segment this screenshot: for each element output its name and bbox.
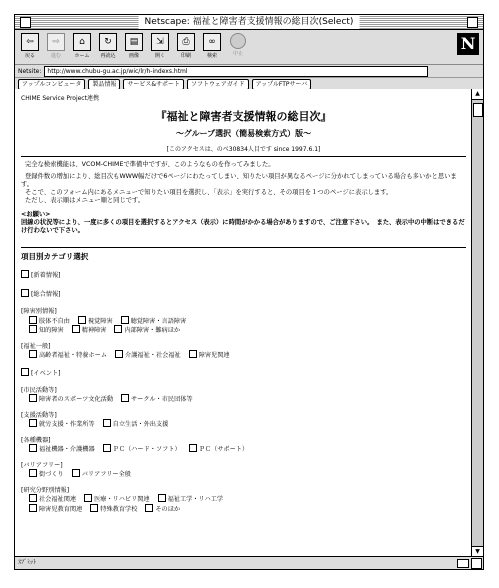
checkbox[interactable] [72, 325, 80, 333]
url-field[interactable]: http://www.chubu-gu.ac.jp/wic/lr/h-indexs.html [44, 66, 428, 77]
dir-button-software[interactable]: ソフトウェアガイド [187, 79, 249, 90]
checkbox[interactable] [78, 316, 86, 324]
option: 知的障害 [29, 325, 64, 335]
group-label: [支援活動等] [21, 411, 57, 419]
checkbox[interactable] [90, 504, 98, 512]
scroll-thumb[interactable] [473, 103, 483, 117]
access-counter: [このアクセスは、のべ30834人目です since 1997.6.1] [166, 146, 321, 153]
reload-button[interactable]: ↻ 再読込 [96, 32, 120, 60]
status-text: ｽﾌﾞﾐｯﾄ [18, 559, 37, 566]
stop-icon [230, 33, 246, 49]
group-label: [研究分野別情報] [21, 486, 70, 494]
option: 肢体不自由 [29, 316, 70, 326]
category-support [21, 412, 466, 429]
option: バリアフリー全般 [72, 469, 131, 479]
vertical-scrollbar[interactable] [471, 89, 483, 557]
notice [21, 211, 466, 235]
checkbox[interactable] [121, 316, 129, 324]
home-icon: ⌂ [73, 33, 91, 51]
reload-icon: ↻ [99, 33, 117, 51]
category-disability [21, 308, 466, 335]
checkbox[interactable] [21, 270, 29, 278]
status-bar [15, 556, 483, 569]
home-button[interactable]: ⌂ ホーム [70, 32, 94, 60]
divider [21, 156, 466, 157]
option: サークル・市民団体等 [121, 394, 193, 404]
checkbox[interactable] [29, 494, 37, 502]
images-button[interactable]: ▤ 画像 [122, 32, 146, 60]
scroll-up-arrow-icon[interactable]: ▲ [472, 89, 483, 100]
group-label: [市民活動等] [21, 386, 57, 394]
checkbox[interactable] [145, 504, 153, 512]
checkbox[interactable] [103, 419, 111, 427]
binoculars-icon: ∞ [203, 33, 221, 51]
checkbox[interactable] [21, 289, 29, 297]
find-button[interactable]: ∞ 検索 [200, 32, 224, 60]
browser-window [14, 14, 484, 570]
resize-grip-icon[interactable] [471, 558, 482, 569]
dir-button-apple[interactable]: アップルコンピュータ [18, 79, 85, 90]
option: 視覚障害 [78, 316, 113, 326]
checkbox[interactable] [189, 444, 197, 452]
intro-text: そこで、このフォーム内にあるメニューで知りたい項目を選択し、「表示」を実行すると、その項目を１つのページに表示します。 [25, 189, 393, 196]
category-event: [イベント] [21, 368, 466, 378]
category-news: [新着情報] [21, 270, 466, 280]
option: 社会福祉関連 [29, 494, 76, 504]
checkbox[interactable] [29, 316, 37, 324]
print-icon: ⎙ [177, 33, 195, 51]
checkbox[interactable] [29, 325, 37, 333]
close-box[interactable] [20, 17, 31, 28]
option: 障害者のスポーツ文化活動 [29, 394, 113, 404]
checkbox[interactable] [21, 368, 29, 376]
option: 高齢者福祉・特養ホーム [29, 350, 107, 360]
dir-button-service[interactable]: サービス&サポート [123, 79, 184, 90]
toolbar [15, 30, 483, 65]
dir-button-ftp[interactable]: アップルFTPサーバ [252, 79, 312, 90]
window-title: Netscape: 福祉と障害者支援情報の総目次(Select) [139, 15, 360, 29]
notice-title: <お願い> [21, 211, 51, 218]
option: 特殊教育学校 [90, 504, 137, 514]
option: ＰＣ（サポート） [189, 444, 249, 454]
checkbox[interactable] [29, 350, 37, 358]
checkbox[interactable] [72, 469, 80, 477]
zoom-box[interactable] [467, 17, 478, 28]
option: 精神障害 [72, 325, 107, 335]
group-label: [障害別情報] [21, 308, 57, 315]
option: 医療・リハビリ関連 [84, 494, 150, 504]
checkbox[interactable] [29, 419, 37, 427]
option: 聴覚障害・言語障害 [121, 316, 187, 326]
checkbox[interactable] [115, 350, 123, 358]
checkbox[interactable] [103, 444, 111, 452]
option: 就労支援・作業所等 [29, 419, 95, 429]
checkbox[interactable] [114, 325, 122, 333]
category-welfare [21, 343, 466, 360]
netscape-logo: N [457, 33, 479, 55]
option: そのほか [145, 504, 180, 514]
location-label: Netsite: [18, 67, 42, 75]
intro-text: ただし、表示順はメニュー順と同じです。 [25, 197, 145, 204]
category-devices [21, 437, 466, 454]
page-content [15, 89, 472, 557]
title-bar[interactable] [15, 15, 483, 30]
forward-arrow-icon: ⇨ [47, 33, 65, 51]
intro-text: 登録件数の増加により、総目次もWWW幅だけで6ページにわたってしまい、知りたい項目が異なるページに分かれてしまっている場合も多いかと思います。 [21, 173, 457, 188]
images-icon: ▤ [125, 33, 143, 51]
option: 街づくり [29, 469, 64, 479]
category-general: [総合情報] [21, 289, 466, 299]
mail-icon[interactable] [457, 559, 469, 568]
print-button[interactable]: ⎙ 印刷 [174, 32, 198, 60]
stop-button[interactable]: 中止 [226, 32, 250, 60]
category-research [21, 487, 466, 514]
checkbox[interactable] [29, 469, 37, 477]
checkbox[interactable] [29, 504, 37, 512]
option: 福祉機器・介護機器 [29, 444, 95, 454]
divider [21, 247, 466, 248]
option: 自立生活・外出支援 [103, 419, 169, 429]
option: ＰＣ（ハード・ソフト） [103, 444, 181, 454]
location-bar [15, 65, 483, 78]
scroll-down-arrow-icon[interactable]: ▼ [472, 546, 483, 557]
option: 障害児教育関連 [29, 504, 82, 514]
option: 福祉工学・リハ工学 [158, 494, 224, 504]
checkbox[interactable] [29, 444, 37, 452]
back-button[interactable]: ⇦ 戻る [18, 32, 42, 60]
category-barrierfree [21, 462, 466, 479]
checkbox[interactable] [84, 494, 92, 502]
checkbox[interactable] [158, 494, 166, 502]
section-title: 項目別カテゴリ選択 [21, 252, 89, 261]
checkbox[interactable] [29, 394, 37, 402]
back-arrow-icon: ⇦ [21, 33, 39, 51]
option: 障害児関連 [189, 350, 230, 360]
notice-body: 回線の状況等により、一度に多くの項目を選択するとアクセス（表示）に時間がかかる場合がありますので、ご注意下さい。 また、表示中の中断はできるだけ行わないで下さい。 [21, 219, 465, 234]
project-label: CHIME Service Project連携 [21, 95, 99, 102]
category-citizen [21, 387, 466, 404]
checkbox[interactable] [121, 394, 129, 402]
page-title: 『福祉と障害者支援情報の総目次』 [155, 110, 332, 123]
forward-button[interactable]: ⇨ 進む [44, 32, 68, 60]
option: 内部障害・難病ほか [114, 325, 180, 335]
open-button[interactable]: ⇲ 開く [148, 32, 172, 60]
open-icon: ⇲ [151, 33, 169, 51]
group-label: [各種機器] [21, 436, 51, 444]
checkbox[interactable] [189, 350, 197, 358]
page-subtitle: 〜グループ選択（簡易検索方式）版〜 [175, 128, 312, 138]
group-label: [バリアフリー] [21, 461, 63, 469]
intro-text: 完全な検索機能は、VCOM-CHIMEで準備中ですが、このようなものを作ってみました。 [25, 161, 275, 168]
option: 介護福祉・社会福祉 [115, 350, 181, 360]
group-label: [福祉一般] [21, 342, 51, 350]
dir-button-products[interactable]: 製品情報 [88, 79, 120, 90]
